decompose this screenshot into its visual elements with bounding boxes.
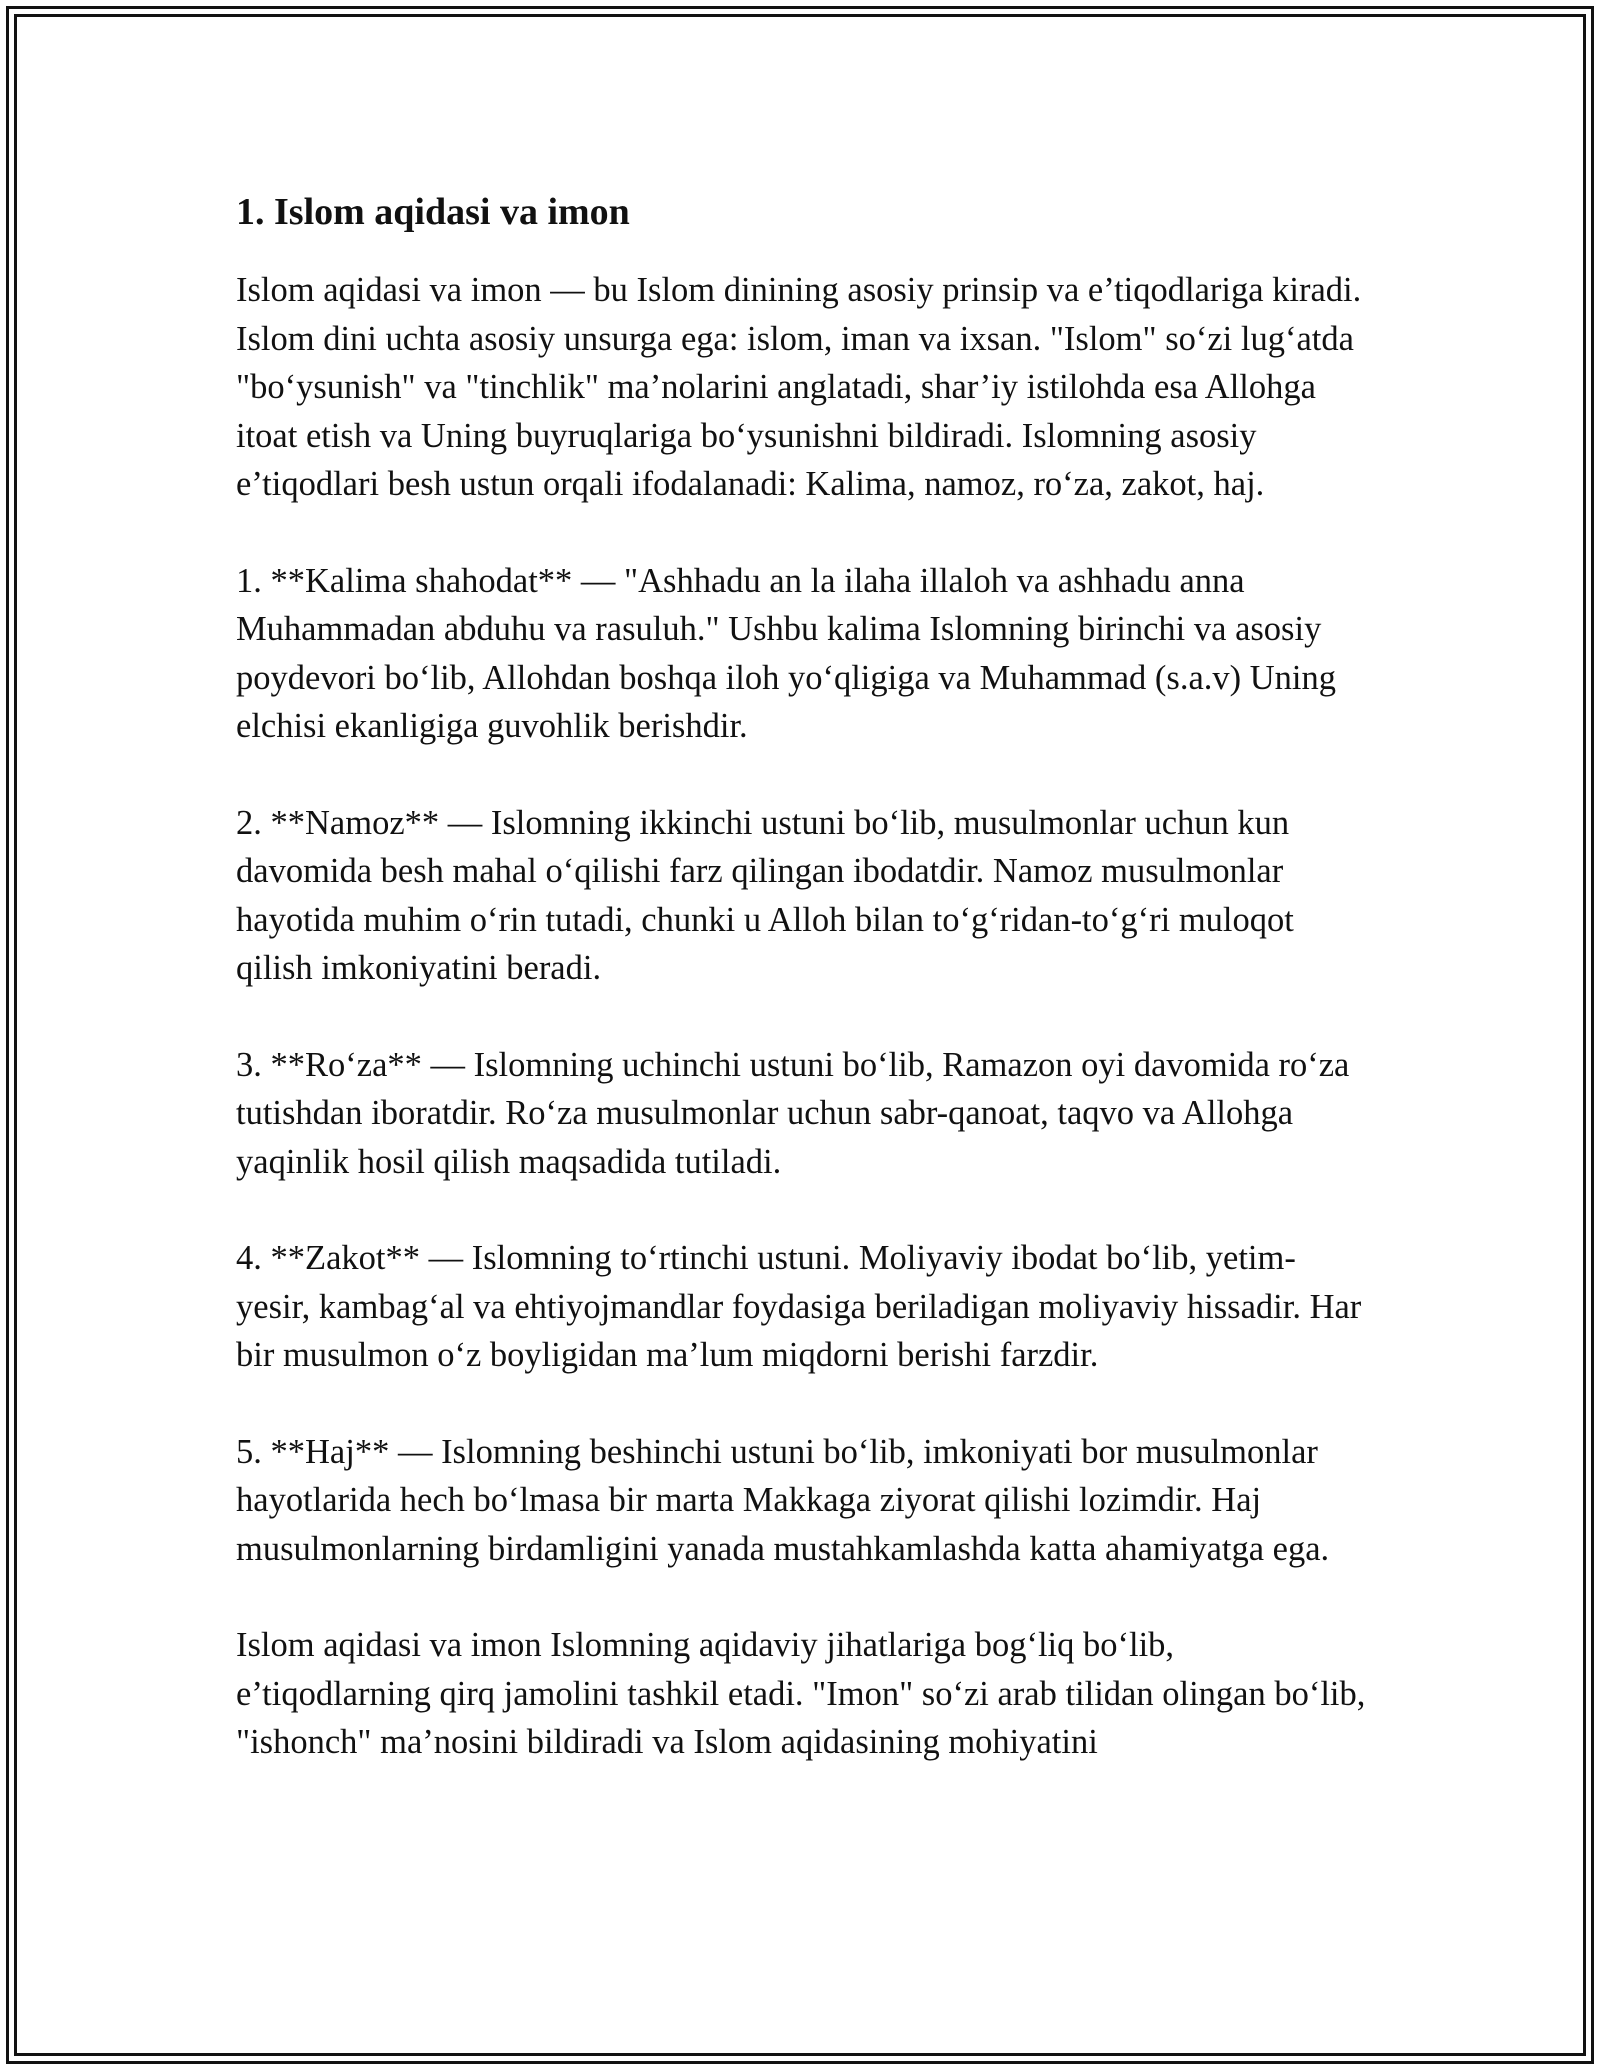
paragraph-haj: 5. **Haj** — Islomning beshinchi ustuni bo‘lib, imkoniyati bor musulmonlar hayotlarida hech bo‘lmasa bir marta Makkaga ziyorat qilishi lozimdir. Haj musulmonlarning birdamligini yanada mustahkamlashda katta ahamiyatga ega. (236, 1432, 1330, 1568)
section-heading: 1. Islom aqidasi va imon (236, 191, 630, 233)
paragraph-roza: 3. **Ro‘za** — Islomning uchinchi ustuni bo‘lib, Ramazon oyi davomida ro‘za tutishdan iboratdir. Ro‘za musulmonlar uchun sabr-qanoat, taqvo va Allohga yaqinlik hosil qilish maqsadida tutiladi. (236, 1045, 1350, 1181)
document-body (236, 188, 1366, 1815)
paragraph-namoz: 2. **Namoz** — Islomning ikkinchi ustuni bo‘lib, musulmonlar uchun kun davomida besh mahal o‘qilishi farz qilingan ibodatdir. Namoz musulmonlar hayotida muhim o‘rin tutadi, chunki u Alloh bilan to‘g‘ridan-to‘g‘ri muloqot qilish imkoniyatini beradi. (236, 803, 1294, 987)
paragraph-imon: Islom aqidasi va imon Islomning aqidaviy jihatlariga bog‘liq bo‘lib, e’tiqodlarning qirq jamolini tashkil etadi. "Imon" so‘zi arab tilidan olingan bo‘lib, "ishonch" ma’nosini bildiradi va Islom aqidasining mohiyatini (236, 1626, 1366, 1761)
paragraph-kalima: 1. **Kalima shahodat** — "Ashhadu an la ilaha illaloh va ashhadu anna Muhammadan abduhu va rasuluh." Ushbu kalima Islomning birinchi va asosiy poydevori bo‘lib, Allohdan boshqa iloh yo‘qligiga va Muhammad (s.a.v) Uning elchisi ekanligiga guvohlik berishdir. (236, 561, 1337, 745)
paragraph-zakot: 4. **Zakot** — Islomning to‘rtinchi ustuni. Moliyaviy ibodat bo‘lib, yetim-yesir, kambag‘al va ehtiyojmandlar foydasiga beriladigan moliyaviy hissadir. Har bir musulmon o‘z boyligidan ma’lum miqdorni berishi farzdir. (236, 1239, 1362, 1374)
paragraph-intro: Islom aqidasi va imon — bu Islom dinining asosiy prinsip va e’tiqodlariga kiradi. Islom dini uchta asosiy unsurga ega: islom, iman va ixsan. "Islom" so‘zi lug‘atda "bo‘ysunish" va "tinchlik" ma’nolarini anglatadi, shar’iy istilohda esa Allohga itoat etish va Uning buyruqlariga bo‘ysunishni bildiradi. Islomning asosiy e’tiqodlari besh ustun orqali ifodalanadi: Kalima, namoz, ro‘za, zakot, haj. (236, 271, 1362, 503)
